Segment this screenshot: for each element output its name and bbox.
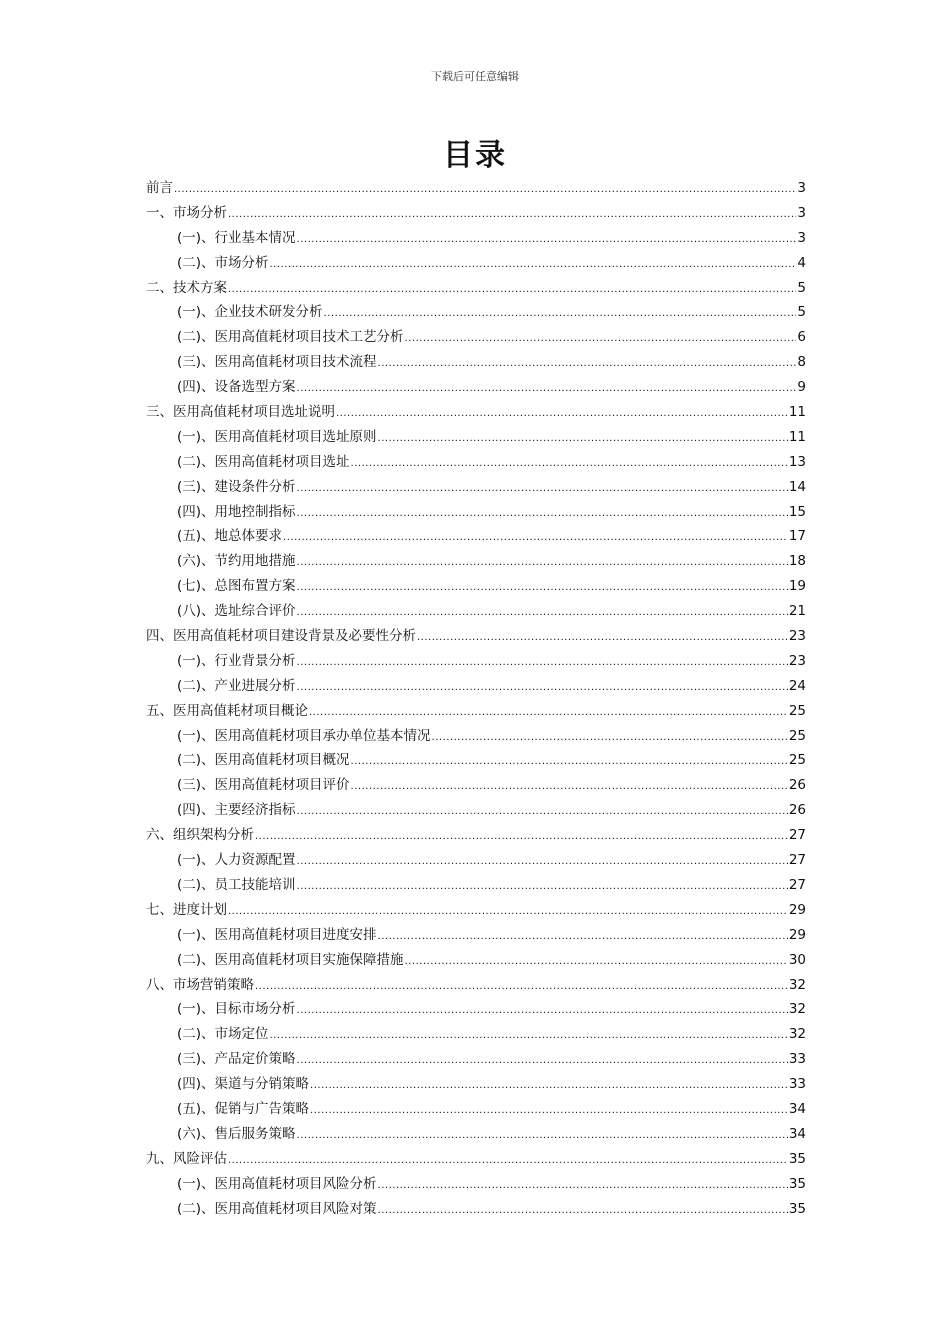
toc-entry[interactable] xyxy=(146,699,806,724)
toc-entry[interactable] xyxy=(146,574,806,599)
toc-entry-label: (五)、地总体要求 xyxy=(177,528,283,545)
toc-entry-label: (一)、医用高值耗材项目选址原则 xyxy=(177,428,377,445)
toc-entry[interactable] xyxy=(146,773,806,798)
toc-entry[interactable] xyxy=(146,450,806,475)
toc-entry[interactable] xyxy=(146,276,806,301)
toc-entry[interactable] xyxy=(146,848,806,873)
toc-entry-page-number: 33 xyxy=(788,1076,806,1093)
toc-dot-leader xyxy=(297,551,788,576)
toc-entry-label: (四)、设备选型方案 xyxy=(177,379,296,396)
toc-entry[interactable] xyxy=(146,201,806,226)
toc-entry-page-number: 25 xyxy=(788,727,806,744)
toc-entry-label: (五)、促销与广告策略 xyxy=(177,1100,310,1117)
toc-entry-page-number: 11 xyxy=(788,428,806,445)
page-title: 目录 xyxy=(443,138,507,173)
toc-entry[interactable] xyxy=(146,1172,806,1197)
toc-entry-page-number: 5 xyxy=(797,304,806,321)
toc-entry-label: (四)、用地控制指标 xyxy=(177,503,296,520)
toc-entry-page-number: 17 xyxy=(788,528,806,545)
toc-entry-page-number: 29 xyxy=(788,901,806,918)
toc-entry-label: 二、技术方案 xyxy=(146,279,227,296)
toc-entry-page-number: 18 xyxy=(788,553,806,570)
toc-entry-page-number: 32 xyxy=(788,976,806,993)
toc-entry-label: 五、医用高值耗材项目概论 xyxy=(146,702,308,719)
toc-entry[interactable] xyxy=(146,375,806,400)
toc-dot-leader xyxy=(255,825,788,850)
toc-entry-label: (四)、渠道与分销策略 xyxy=(177,1076,310,1093)
toc-entry-page-number: 27 xyxy=(788,876,806,893)
toc-dot-leader xyxy=(297,377,797,402)
toc-entry-page-number: 4 xyxy=(797,254,806,271)
toc-entry-label: (二)、医用高值耗材项目技术工艺分析 xyxy=(177,329,404,346)
toc-entry[interactable] xyxy=(146,1122,806,1147)
toc-entry-page-number: 8 xyxy=(797,354,806,371)
toc-entry-label: (一)、医用高值耗材项目风险分析 xyxy=(177,1175,377,1192)
toc-entry-label: 七、进度计划 xyxy=(146,901,227,918)
toc-dot-leader xyxy=(297,502,788,527)
toc-entry[interactable] xyxy=(146,724,806,749)
toc-entry-label: (三)、医用高值耗材项目技术流程 xyxy=(177,354,377,371)
toc-entry-label: (三)、建设条件分析 xyxy=(177,478,296,495)
toc-entry-label: 三、医用高值耗材项目选址说明 xyxy=(146,404,335,421)
toc-entry-page-number: 3 xyxy=(797,229,806,246)
toc-entry-page-number: 25 xyxy=(788,752,806,769)
toc-dot-leader xyxy=(297,850,788,875)
toc-entry-label: (二)、医用高值耗材项目概况 xyxy=(177,752,350,769)
toc-dot-leader xyxy=(297,228,797,253)
toc-entry-page-number: 13 xyxy=(788,453,806,470)
toc-entry-label: (八)、选址综合评价 xyxy=(177,603,296,620)
toc-dot-leader xyxy=(270,1024,788,1049)
toc-dot-leader xyxy=(432,726,788,751)
toc-entry-label: (七)、总图布置方案 xyxy=(177,578,296,595)
toc-entry-page-number: 27 xyxy=(788,852,806,869)
table-of-contents xyxy=(146,176,806,1221)
toc-entry-page-number: 3 xyxy=(797,204,806,221)
toc-entry[interactable] xyxy=(146,649,806,674)
toc-entry-page-number: 35 xyxy=(788,1175,806,1192)
toc-dot-leader xyxy=(405,950,788,975)
toc-dot-leader xyxy=(297,651,788,676)
toc-entry[interactable] xyxy=(146,873,806,898)
toc-entry[interactable] xyxy=(146,674,806,699)
toc-entry[interactable] xyxy=(146,549,806,574)
toc-dot-leader xyxy=(309,701,788,726)
toc-entry-page-number: 35 xyxy=(788,1200,806,1217)
toc-entry-label: (一)、人力资源配置 xyxy=(177,852,296,869)
toc-entry[interactable] xyxy=(146,948,806,973)
toc-dot-leader xyxy=(228,1149,788,1174)
toc-entry-page-number: 26 xyxy=(788,777,806,794)
toc-entry[interactable] xyxy=(146,898,806,923)
toc-entry[interactable] xyxy=(146,251,806,276)
toc-dot-leader xyxy=(297,576,788,601)
toc-entry-page-number: 27 xyxy=(788,827,806,844)
toc-entry[interactable] xyxy=(146,475,806,500)
toc-entry-page-number: 30 xyxy=(788,951,806,968)
toc-entry-page-number: 23 xyxy=(788,628,806,645)
toc-entry-page-number: 5 xyxy=(797,279,806,296)
toc-entry-label: (一)、行业基本情况 xyxy=(177,229,296,246)
toc-entry-page-number: 34 xyxy=(788,1125,806,1142)
toc-entry-label: (二)、产业进展分析 xyxy=(177,677,296,694)
toc-entry-page-number: 24 xyxy=(788,677,806,694)
toc-dot-leader xyxy=(297,875,788,900)
toc-entry-page-number: 11 xyxy=(788,404,806,421)
toc-dot-leader xyxy=(351,775,788,800)
toc-entry-label: 一、市场分析 xyxy=(146,204,227,221)
toc-entry[interactable] xyxy=(146,1147,806,1172)
toc-entry-page-number: 34 xyxy=(788,1100,806,1117)
toc-dot-leader xyxy=(351,750,788,775)
toc-entry-label: 四、医用高值耗材项目建设背景及必要性分析 xyxy=(146,628,416,645)
toc-entry-page-number: 29 xyxy=(788,926,806,943)
toc-entry-label: (四)、主要经济指标 xyxy=(177,802,296,819)
toc-entry-page-number: 33 xyxy=(788,1051,806,1068)
toc-entry[interactable] xyxy=(146,325,806,350)
toc-entry[interactable] xyxy=(146,748,806,773)
toc-dot-leader xyxy=(417,626,788,651)
toc-entry-label: (二)、市场分析 xyxy=(177,254,269,271)
toc-entry-page-number: 15 xyxy=(788,503,806,520)
toc-entry[interactable] xyxy=(146,798,806,823)
toc-entry-label: (二)、医用高值耗材项目选址 xyxy=(177,453,350,470)
toc-dot-leader xyxy=(378,1174,788,1199)
toc-entry[interactable] xyxy=(146,176,806,201)
toc-dot-leader xyxy=(283,526,788,551)
toc-entry-page-number: 35 xyxy=(788,1150,806,1167)
toc-entry-page-number: 14 xyxy=(788,478,806,495)
toc-entry-page-number: 21 xyxy=(788,603,806,620)
toc-entry-label: (二)、市场定位 xyxy=(177,1026,269,1043)
toc-entry-page-number: 9 xyxy=(797,379,806,396)
toc-dot-leader xyxy=(378,427,788,452)
toc-dot-leader xyxy=(297,601,788,626)
toc-entry-label: (三)、医用高值耗材项目评价 xyxy=(177,777,350,794)
toc-entry-label: (一)、目标市场分析 xyxy=(177,1001,296,1018)
toc-dot-leader xyxy=(297,800,788,825)
toc-entry-page-number: 6 xyxy=(797,329,806,346)
toc-dot-leader xyxy=(228,203,796,228)
toc-entry[interactable] xyxy=(146,997,806,1022)
toc-entry[interactable] xyxy=(146,923,806,948)
toc-dot-leader xyxy=(174,178,796,203)
toc-dot-leader xyxy=(297,1049,788,1074)
toc-dot-leader xyxy=(228,278,796,303)
toc-dot-leader xyxy=(378,352,797,377)
toc-entry-label: 九、风险评估 xyxy=(146,1150,227,1167)
toc-entry[interactable] xyxy=(146,1072,806,1097)
toc-entry[interactable] xyxy=(146,1197,806,1222)
toc-entry[interactable] xyxy=(146,599,806,624)
toc-dot-leader xyxy=(255,975,788,1000)
toc-dot-leader xyxy=(351,452,788,477)
toc-entry[interactable] xyxy=(146,300,806,325)
toc-dot-leader xyxy=(297,999,788,1024)
toc-entry-label: (二)、医用高值耗材项目实施保障措施 xyxy=(177,951,404,968)
toc-dot-leader xyxy=(336,402,788,427)
toc-entry[interactable] xyxy=(146,524,806,549)
toc-dot-leader xyxy=(405,327,797,352)
toc-entry-label: (一)、医用高值耗材项目进度安排 xyxy=(177,926,377,943)
toc-entry-label: (六)、售后服务策略 xyxy=(177,1125,296,1142)
header-note: 下载后可任意编辑 xyxy=(431,70,519,83)
toc-dot-leader xyxy=(228,900,788,925)
toc-entry-page-number: 3 xyxy=(797,180,806,196)
toc-entry[interactable] xyxy=(146,624,806,649)
toc-entry[interactable] xyxy=(146,1047,806,1072)
toc-entry[interactable] xyxy=(146,425,806,450)
toc-entry[interactable] xyxy=(146,400,806,425)
toc-entry-page-number: 19 xyxy=(788,578,806,595)
toc-dot-leader xyxy=(270,253,797,278)
toc-dot-leader xyxy=(378,1199,788,1224)
toc-entry[interactable] xyxy=(146,350,806,375)
toc-entry[interactable] xyxy=(146,1022,806,1047)
toc-entry-label: (三)、产品定价策略 xyxy=(177,1051,296,1068)
toc-entry-label: (一)、行业背景分析 xyxy=(177,652,296,669)
toc-entry-label: (二)、医用高值耗材项目风险对策 xyxy=(177,1200,377,1217)
toc-dot-leader xyxy=(324,302,797,327)
toc-entry[interactable] xyxy=(146,973,806,998)
toc-entry-page-number: 32 xyxy=(788,1001,806,1018)
toc-entry-label: (一)、医用高值耗材项目承办单位基本情况 xyxy=(177,727,431,744)
toc-dot-leader xyxy=(297,1124,788,1149)
toc-entry-page-number: 32 xyxy=(788,1026,806,1043)
toc-dot-leader xyxy=(378,925,788,950)
toc-entry[interactable] xyxy=(146,226,806,251)
toc-dot-leader xyxy=(310,1074,788,1099)
toc-entry-page-number: 25 xyxy=(788,702,806,719)
toc-entry-page-number: 26 xyxy=(788,802,806,819)
toc-entry[interactable] xyxy=(146,500,806,525)
toc-entry-label: 前言 xyxy=(146,180,173,196)
toc-entry[interactable] xyxy=(146,1097,806,1122)
toc-entry[interactable] xyxy=(146,823,806,848)
toc-entry-label: (六)、节约用地措施 xyxy=(177,553,296,570)
toc-entry-label: (一)、企业技术研发分析 xyxy=(177,304,323,321)
toc-dot-leader xyxy=(297,676,788,701)
toc-entry-label: (二)、员工技能培训 xyxy=(177,876,296,893)
toc-entry-label: 八、市场营销策略 xyxy=(146,976,254,993)
toc-entry-page-number: 23 xyxy=(788,652,806,669)
toc-entry-label: 六、组织架构分析 xyxy=(146,827,254,844)
toc-dot-leader xyxy=(310,1099,788,1124)
toc-dot-leader xyxy=(297,477,788,502)
